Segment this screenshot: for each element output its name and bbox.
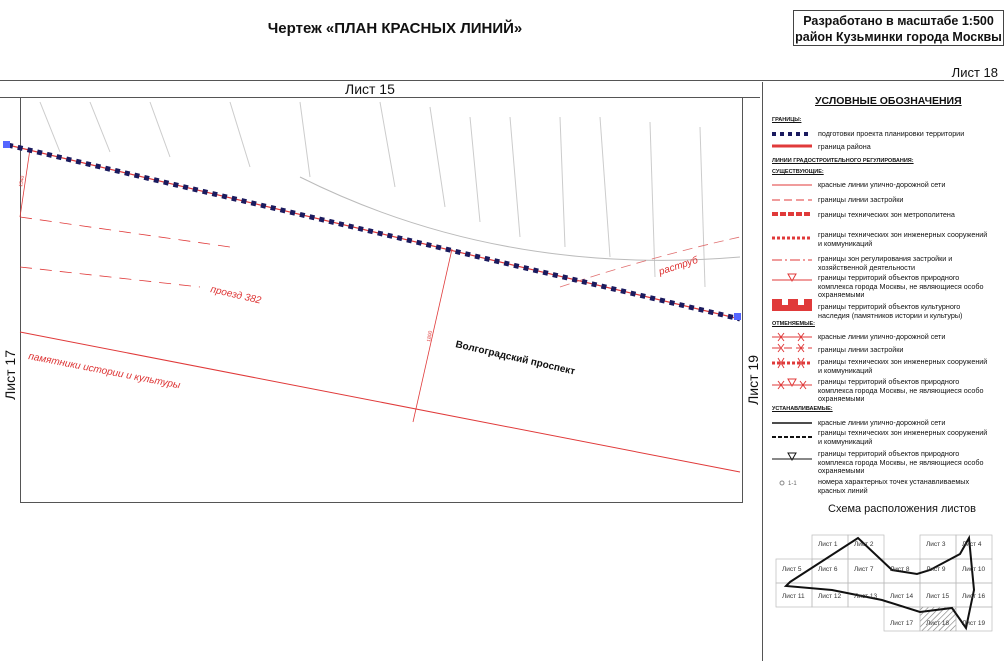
legend-e4: границы технических зон инженерных сооружений и коммуникаций: [818, 230, 988, 248]
legend-lines-head: ЛИНИИ ГРАДОСТРОИТЕЛЬНОГО РЕГУЛИРОВАНИЯ:: [772, 158, 914, 164]
legend-established-head: УСТАНАВЛИВАЕМЫЕ:: [772, 406, 833, 412]
legend-cancelled-head: ОТМЕНЯЕМЫЕ:: [772, 321, 815, 327]
sheet-number: Лист 18: [951, 65, 998, 80]
drawing-title: Чертеж «ПЛАН КРАСНЫХ ЛИНИЙ»: [267, 20, 523, 37]
dashed-line-2: [20, 267, 200, 287]
map-drawing: [0, 97, 760, 502]
scheme-label-8: Лист 8: [890, 566, 910, 573]
scheme-label-12: Лист 12: [818, 593, 842, 600]
legend-c1: красные линии улично-дорожной сети: [818, 332, 946, 341]
legend-boundaries-head: ГРАНИЦЫ:: [772, 117, 802, 123]
scheme-label-3: Лист 3: [926, 541, 946, 548]
scheme-label-19: Лист 19: [962, 620, 986, 627]
symbol-point-number: [780, 481, 784, 485]
stamp-scale-text: Разработано в масштабе 1:500: [803, 14, 994, 28]
dimension-label-1: 1800: [426, 330, 434, 343]
legend-e6: границы территорий объектов природного комплекса города Москвы, не являющиеся особо охраняемыми: [818, 273, 984, 299]
scheme-label-6: Лист 6: [818, 566, 838, 573]
scheme-label-11: Лист 11: [782, 593, 805, 600]
legend-b2: граница района: [818, 142, 871, 151]
scheme-label-18: Лист 18: [926, 620, 950, 627]
scheme-label-4: Лист 4: [962, 541, 982, 548]
legend-e5: границы зон регулирования застройки и хозяйственной деятельности: [818, 254, 953, 272]
bell-label: раструб: [657, 254, 700, 278]
monuments-label: памятники истории и культуры: [27, 351, 182, 392]
adjacent-sheet-top: Лист 15: [345, 81, 395, 97]
legend-c2: границы линии застройки: [818, 345, 904, 354]
point-number-sample: 1-1: [788, 481, 797, 487]
symbol-cancel-x4: [778, 379, 806, 389]
legend-b1: подготовки проекта планировки территории: [818, 129, 965, 138]
legend-title: УСЛОВНЫЕ ОБОЗНАЧЕНИЯ: [815, 95, 962, 107]
background-buildings: [40, 102, 740, 287]
frame-bottom-line: [20, 502, 743, 503]
legend-s4: номера характерных точек устанавливаемых красных линий: [818, 477, 970, 495]
passage-label: проезд 382: [209, 284, 263, 307]
scheme-label-16: Лист 16: [962, 593, 986, 600]
dimension-label-2: 1540: [18, 175, 26, 188]
symbol-heritage-zones: [772, 299, 812, 311]
legend-s2: границы технических зон инженерных сооружений и коммуникаций: [818, 428, 988, 446]
scheme-label-2: Лист 2: [854, 541, 874, 548]
scheme-label-1: Лист 1: [818, 541, 838, 548]
scheme-cell-19: [956, 607, 992, 631]
scheme-label-15: Лист 15: [926, 593, 950, 600]
red-line-lower: [20, 332, 740, 472]
scheme-label-10: Лист 10: [962, 566, 986, 573]
scheme-label-7: Лист 7: [854, 566, 874, 573]
legend-c3: границы технических зон инженерных сооружений и коммуникаций: [818, 357, 988, 375]
scheme-label-5: Лист 5: [782, 566, 802, 573]
scheme-label-14: Лист 14: [890, 593, 914, 600]
frame-top-line: [0, 80, 1004, 81]
legend-c4: границы территорий объектов природного комплекса города Москвы, не являющиеся особо охраняемыми: [818, 377, 984, 403]
dashed-line-1: [20, 217, 230, 247]
legend-e7: границы территорий объектов культурного наследия (памятников истории и культуры): [818, 302, 963, 320]
legend-e1: красные линии улично-дорожной сети: [818, 180, 946, 189]
bell-curve: [560, 237, 740, 287]
boundary-end-marker: [734, 313, 741, 320]
scheme-label-17: Лист 17: [890, 620, 914, 627]
stamp-district-text: район Кузьминки города Москвы: [795, 30, 1002, 44]
scheme-label-13: Лист 13: [854, 593, 878, 600]
legend-s1: красные линии улично-дорожной сети: [818, 418, 946, 427]
legend-existing-head: СУЩЕСТВУЮЩИЕ:: [772, 169, 824, 175]
legend-e2: границы линии застройки: [818, 195, 904, 204]
legend-divider: [762, 82, 763, 661]
boundary-start-marker: [3, 141, 10, 148]
scale-stamp: [793, 10, 1004, 46]
avenue-label: Волгоградский проспект: [454, 339, 577, 378]
adjacent-sheet-left: Лист 17: [2, 350, 18, 400]
symbol-cancel-x3: [778, 358, 804, 368]
scheme-label-9: Лист 9: [926, 566, 946, 573]
scheme-title: Схема расположения листов: [828, 503, 976, 515]
legend-s3: границы территорий объектов природного комплекса города Москвы, не являющиеся особо охраняемыми: [818, 449, 984, 475]
adjacent-sheet-right: Лист 19: [745, 355, 761, 405]
legend-e3: границы технических зон метрополитена: [818, 210, 955, 219]
red-lines: [8, 145, 740, 472]
